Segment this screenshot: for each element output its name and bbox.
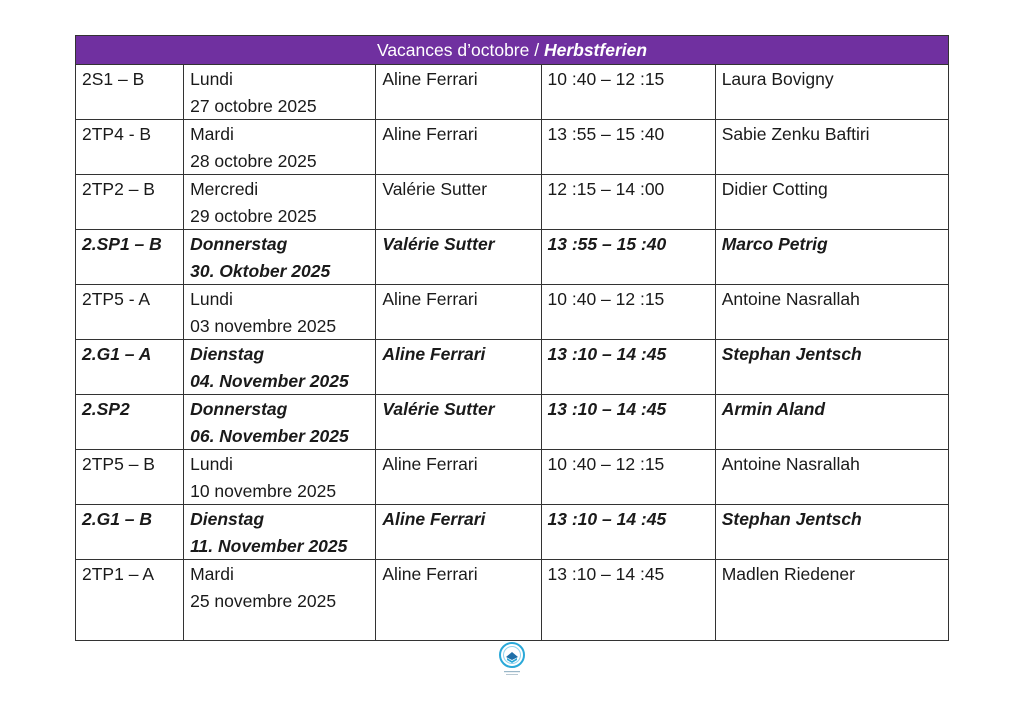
contact-cell-text: Stephan Jentsch: [721, 344, 862, 364]
table-row: [76, 120, 949, 175]
teacher-cell: [376, 65, 541, 120]
teacher-cell: [376, 175, 541, 230]
teacher-cell-text: Aline Ferrari: [382, 69, 478, 89]
contact-cell-text: Stephan Jentsch: [721, 509, 862, 529]
contact-cell: [715, 450, 948, 505]
teacher-cell-text: Aline Ferrari: [382, 124, 478, 144]
date-cell: [184, 285, 376, 340]
contact-cell: [715, 505, 948, 560]
class-cell-text: 2.SP2: [82, 399, 130, 419]
date-cell-text: Mardi: [190, 124, 234, 144]
time-cell-text: 10 :40 – 12 :15: [547, 454, 665, 474]
time-cell: [541, 560, 715, 641]
time-cell-text: 13 :10 – 14 :45: [547, 344, 667, 364]
table-row: [76, 175, 949, 230]
contact-cell: [715, 175, 948, 230]
date-cell-text: 06. November 2025: [190, 426, 349, 446]
teacher-cell-text: Aline Ferrari: [382, 509, 486, 529]
date-cell-text: Mercredi: [190, 179, 259, 199]
date-cell: [184, 175, 376, 230]
date-cell-text: Dienstag: [190, 509, 265, 529]
teacher-cell: [376, 505, 541, 560]
date-cell-text: 30. Oktober 2025: [190, 261, 331, 281]
contact-cell: [715, 285, 948, 340]
time-cell: [541, 340, 715, 395]
table-title: [76, 36, 949, 65]
contact-cell: [715, 560, 948, 641]
teacher-cell-text: Valérie Sutter: [382, 234, 495, 254]
class-cell-text: 2TP2 – B: [82, 179, 155, 199]
contact-cell-text: Didier Cotting: [721, 179, 828, 199]
date-cell-text: 11. November 2025: [190, 536, 348, 556]
class-cell: [76, 505, 184, 560]
contact-cell: [715, 65, 948, 120]
class-cell-text: 2TP1 – A: [82, 564, 154, 584]
class-cell: [76, 175, 184, 230]
teacher-cell: [376, 560, 541, 641]
table-row: [76, 450, 949, 505]
teacher-cell-text: Aline Ferrari: [382, 344, 486, 364]
time-cell-text: 13 :10 – 14 :45: [547, 564, 665, 584]
table-row: [76, 505, 949, 560]
teacher-cell-text: Valérie Sutter: [382, 179, 488, 199]
time-cell: [541, 285, 715, 340]
contact-cell-text: Marco Petrig: [721, 234, 828, 254]
date-cell-text: Dienstag: [190, 344, 265, 364]
date-cell-text: Donnerstag: [190, 234, 288, 254]
time-cell: [541, 175, 715, 230]
time-cell: [541, 120, 715, 175]
class-cell: [76, 230, 184, 285]
date-cell-text: 10 novembre 2025: [190, 481, 337, 501]
date-cell-text: 29 octobre 2025: [190, 206, 317, 226]
teacher-cell: [376, 285, 541, 340]
time-cell: [541, 395, 715, 450]
teacher-cell-text: Aline Ferrari: [382, 454, 478, 474]
class-cell-text: 2.SP1 – B: [82, 234, 162, 254]
class-cell: [76, 120, 184, 175]
date-cell: [184, 560, 376, 641]
teacher-cell: [376, 450, 541, 505]
teacher-cell: [376, 230, 541, 285]
date-cell-text: Lundi: [190, 289, 233, 309]
time-cell-text: 10 :40 – 12 :15: [547, 69, 665, 89]
title-french: Vacances d’octobre /: [376, 40, 544, 60]
class-cell-text: 2.G1 – B: [82, 509, 153, 529]
date-cell-text: Mardi: [190, 564, 234, 584]
table-row: [76, 395, 949, 450]
time-cell: [541, 65, 715, 120]
table-row: [76, 560, 949, 641]
table-header-row: [76, 36, 949, 65]
contact-cell-text: Laura Bovigny: [721, 69, 834, 89]
class-cell-text: 2TP4 - B: [82, 124, 152, 144]
time-cell: [541, 230, 715, 285]
date-cell-text: Lundi: [190, 69, 233, 89]
date-cell-text: 04. November 2025: [190, 371, 349, 391]
class-cell: [76, 395, 184, 450]
date-cell: [184, 395, 376, 450]
contact-cell-text: Madlen Riedener: [721, 564, 855, 584]
teacher-cell: [376, 340, 541, 395]
time-cell-text: 12 :15 – 14 :00: [547, 179, 665, 199]
teacher-cell-text: Aline Ferrari: [382, 564, 478, 584]
class-cell-text: 2TP5 – B: [82, 454, 155, 474]
date-cell: [184, 65, 376, 120]
class-cell-text: 2TP5 - A: [82, 289, 151, 309]
teacher-cell: [376, 395, 541, 450]
table-row: [76, 65, 949, 120]
class-cell: [76, 560, 184, 641]
time-cell-text: 13 :10 – 14 :45: [547, 509, 667, 529]
date-cell-text: 25 novembre 2025: [190, 591, 337, 611]
date-cell-text: Donnerstag: [190, 399, 288, 419]
contact-cell: [715, 340, 948, 395]
contact-cell: [715, 120, 948, 175]
schedule-table: [75, 35, 949, 641]
table-row: [76, 340, 949, 395]
time-cell: [541, 505, 715, 560]
class-cell: [76, 340, 184, 395]
teacher-cell: [376, 120, 541, 175]
contact-cell-text: Antoine Nasrallah: [721, 454, 860, 474]
class-cell-text: 2S1 – B: [82, 69, 145, 89]
table-row: [76, 230, 949, 285]
date-cell: [184, 120, 376, 175]
table-body: [76, 65, 949, 641]
time-cell-text: 13 :10 – 14 :45: [547, 399, 667, 419]
school-logo-icon: [497, 641, 527, 683]
date-cell-text: 03 novembre 2025: [190, 316, 337, 336]
date-cell: [184, 450, 376, 505]
contact-cell-text: Antoine Nasrallah: [721, 289, 860, 309]
date-cell: [184, 505, 376, 560]
teacher-cell-text: Valérie Sutter: [382, 399, 495, 419]
contact-cell-text: Armin Aland: [721, 399, 826, 419]
class-cell: [76, 450, 184, 505]
date-cell-text: 27 octobre 2025: [190, 96, 317, 116]
date-cell: [184, 230, 376, 285]
time-cell-text: 10 :40 – 12 :15: [547, 289, 665, 309]
title-german: Herbstferien: [543, 40, 648, 60]
time-cell-text: 13 :55 – 15 :40: [547, 234, 667, 254]
date-cell: [184, 340, 376, 395]
date-cell-text: 28 octobre 2025: [190, 151, 317, 171]
contact-cell: [715, 395, 948, 450]
teacher-cell-text: Aline Ferrari: [382, 289, 478, 309]
date-cell-text: Lundi: [190, 454, 233, 474]
table-row: [76, 285, 949, 340]
class-cell: [76, 65, 184, 120]
time-cell: [541, 450, 715, 505]
class-cell-text: 2.G1 – A: [82, 344, 152, 364]
class-cell: [76, 285, 184, 340]
time-cell-text: 13 :55 – 15 :40: [547, 124, 665, 144]
contact-cell-text: Sabie Zenku Baftiri: [721, 124, 870, 144]
contact-cell: [715, 230, 948, 285]
